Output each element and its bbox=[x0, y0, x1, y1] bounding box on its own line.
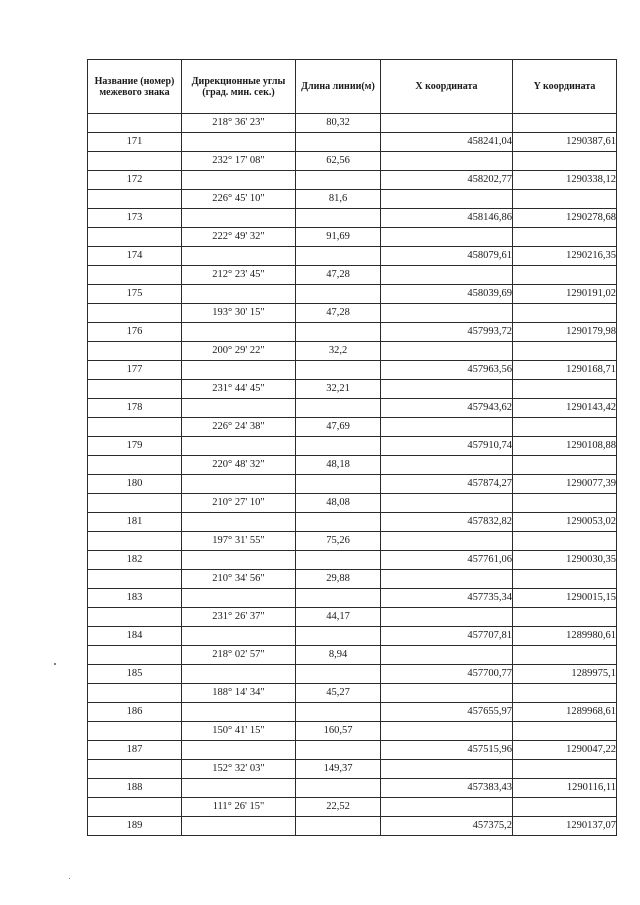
table-row bbox=[88, 665, 617, 684]
cell-line-length: 45,27 bbox=[296, 684, 381, 703]
cell-x-coordinate bbox=[381, 494, 513, 513]
cell-direction-angle bbox=[182, 741, 296, 760]
cell-mark-name bbox=[88, 494, 182, 513]
header-mark-name: Название (номер) межевого знака bbox=[88, 60, 182, 114]
table-row bbox=[88, 551, 617, 570]
cell-direction-angle bbox=[182, 475, 296, 494]
table-row bbox=[88, 399, 617, 418]
cell-x-coordinate: 457735,34 bbox=[381, 589, 513, 608]
table-row bbox=[88, 437, 617, 456]
cell-y-coordinate: 1290137,07 bbox=[513, 817, 617, 836]
cell-y-coordinate: 1290387,61 bbox=[513, 133, 617, 152]
cell-direction-angle bbox=[182, 361, 296, 380]
cell-x-coordinate: 457655,97 bbox=[381, 703, 513, 722]
table-row bbox=[88, 513, 617, 532]
cell-y-coordinate: 1290030,35 bbox=[513, 551, 617, 570]
cell-x-coordinate: 458039,69 bbox=[381, 285, 513, 304]
cell-direction-angle: 111° 26' 15" bbox=[182, 798, 296, 817]
cell-mark-name bbox=[88, 456, 182, 475]
cell-x-coordinate bbox=[381, 760, 513, 779]
cell-direction-angle bbox=[182, 513, 296, 532]
cell-mark-name bbox=[88, 380, 182, 399]
cell-mark-name: 181 bbox=[88, 513, 182, 532]
cell-mark-name: 185 bbox=[88, 665, 182, 684]
cell-line-length bbox=[296, 209, 381, 228]
cell-mark-name: 180 bbox=[88, 475, 182, 494]
table-row bbox=[88, 817, 617, 836]
cell-x-coordinate bbox=[381, 342, 513, 361]
table-row bbox=[88, 532, 617, 551]
cell-y-coordinate bbox=[513, 342, 617, 361]
cell-line-length bbox=[296, 665, 381, 684]
table-row bbox=[88, 418, 617, 437]
cell-line-length: 47,28 bbox=[296, 266, 381, 285]
cell-y-coordinate: 1289975,1 bbox=[513, 665, 617, 684]
cell-mark-name bbox=[88, 342, 182, 361]
cell-direction-angle: 231° 26' 37" bbox=[182, 608, 296, 627]
cell-mark-name: 174 bbox=[88, 247, 182, 266]
cell-mark-name bbox=[88, 760, 182, 779]
cell-y-coordinate bbox=[513, 266, 617, 285]
cell-line-length: 91,69 bbox=[296, 228, 381, 247]
table-row bbox=[88, 266, 617, 285]
cell-x-coordinate bbox=[381, 304, 513, 323]
cell-line-length: 75,26 bbox=[296, 532, 381, 551]
cell-x-coordinate: 457375,2 bbox=[381, 817, 513, 836]
cell-x-coordinate bbox=[381, 608, 513, 627]
cell-x-coordinate bbox=[381, 114, 513, 133]
cell-mark-name: 188 bbox=[88, 779, 182, 798]
cell-mark-name bbox=[88, 722, 182, 741]
cell-y-coordinate bbox=[513, 608, 617, 627]
cell-line-length: 8,94 bbox=[296, 646, 381, 665]
cell-mark-name: 182 bbox=[88, 551, 182, 570]
table-row bbox=[88, 684, 617, 703]
cell-direction-angle: 220° 48' 32" bbox=[182, 456, 296, 475]
cell-x-coordinate: 457993,72 bbox=[381, 323, 513, 342]
table-row bbox=[88, 361, 617, 380]
cell-x-coordinate bbox=[381, 380, 513, 399]
cell-mark-name bbox=[88, 114, 182, 133]
cell-line-length bbox=[296, 703, 381, 722]
cell-y-coordinate bbox=[513, 798, 617, 817]
cell-x-coordinate bbox=[381, 152, 513, 171]
cell-line-length bbox=[296, 627, 381, 646]
cell-direction-angle bbox=[182, 779, 296, 798]
cell-direction-angle: 226° 24' 38" bbox=[182, 418, 296, 437]
table-row bbox=[88, 190, 617, 209]
cell-mark-name: 178 bbox=[88, 399, 182, 418]
cell-x-coordinate bbox=[381, 532, 513, 551]
cell-line-length: 32,2 bbox=[296, 342, 381, 361]
table-row bbox=[88, 760, 617, 779]
cell-x-coordinate: 457700,77 bbox=[381, 665, 513, 684]
cell-mark-name: 184 bbox=[88, 627, 182, 646]
cell-x-coordinate bbox=[381, 228, 513, 247]
cell-direction-angle: 188° 14' 34" bbox=[182, 684, 296, 703]
cell-direction-angle bbox=[182, 627, 296, 646]
cell-x-coordinate bbox=[381, 570, 513, 589]
cell-y-coordinate bbox=[513, 418, 617, 437]
cell-line-length bbox=[296, 475, 381, 494]
cell-line-length: 47,28 bbox=[296, 304, 381, 323]
cell-line-length: 47,69 bbox=[296, 418, 381, 437]
table-row bbox=[88, 285, 617, 304]
cell-line-length: 44,17 bbox=[296, 608, 381, 627]
cell-line-length: 22,52 bbox=[296, 798, 381, 817]
cell-y-coordinate: 1290108,88 bbox=[513, 437, 617, 456]
cell-y-coordinate bbox=[513, 190, 617, 209]
cell-y-coordinate bbox=[513, 152, 617, 171]
table-row bbox=[88, 323, 617, 342]
cell-line-length bbox=[296, 437, 381, 456]
table-row bbox=[88, 570, 617, 589]
cell-y-coordinate: 1290179,98 bbox=[513, 323, 617, 342]
cell-x-coordinate bbox=[381, 190, 513, 209]
cell-direction-angle bbox=[182, 323, 296, 342]
cell-mark-name: 177 bbox=[88, 361, 182, 380]
cell-direction-angle: 150° 41' 15" bbox=[182, 722, 296, 741]
cell-x-coordinate: 457707,81 bbox=[381, 627, 513, 646]
cell-y-coordinate bbox=[513, 494, 617, 513]
cell-line-length: 32,21 bbox=[296, 380, 381, 399]
table-row bbox=[88, 494, 617, 513]
cell-mark-name: 189 bbox=[88, 817, 182, 836]
boundary-coordinates-table bbox=[87, 59, 617, 836]
cell-mark-name bbox=[88, 684, 182, 703]
cell-mark-name: 187 bbox=[88, 741, 182, 760]
header-y-coordinate: Y координата bbox=[513, 60, 617, 114]
cell-line-length bbox=[296, 513, 381, 532]
cell-mark-name bbox=[88, 304, 182, 323]
cell-y-coordinate: 1290053,02 bbox=[513, 513, 617, 532]
header-direction-angle: Дирекционные углы (град. мин. сек.) bbox=[182, 60, 296, 114]
cell-y-coordinate: 1290168,71 bbox=[513, 361, 617, 380]
cell-mark-name bbox=[88, 418, 182, 437]
cell-y-coordinate bbox=[513, 684, 617, 703]
cell-x-coordinate: 457874,27 bbox=[381, 475, 513, 494]
table-row bbox=[88, 171, 617, 190]
cell-direction-angle: 152° 32' 03" bbox=[182, 760, 296, 779]
cell-line-length bbox=[296, 133, 381, 152]
table-row bbox=[88, 475, 617, 494]
table-row bbox=[88, 798, 617, 817]
cell-x-coordinate: 458202,77 bbox=[381, 171, 513, 190]
cell-y-coordinate bbox=[513, 722, 617, 741]
cell-y-coordinate: 1290116,11 bbox=[513, 779, 617, 798]
cell-mark-name: 186 bbox=[88, 703, 182, 722]
cell-direction-angle: 197° 31' 55" bbox=[182, 532, 296, 551]
cell-y-coordinate bbox=[513, 456, 617, 475]
cell-x-coordinate: 458241,04 bbox=[381, 133, 513, 152]
cell-line-length bbox=[296, 779, 381, 798]
cell-y-coordinate: 1290191,02 bbox=[513, 285, 617, 304]
table-row bbox=[88, 114, 617, 133]
table-row bbox=[88, 209, 617, 228]
cell-line-length: 160,57 bbox=[296, 722, 381, 741]
cell-line-length bbox=[296, 323, 381, 342]
scan-speck bbox=[69, 878, 70, 879]
cell-direction-angle: 218° 36' 23" bbox=[182, 114, 296, 133]
cell-y-coordinate: 1290077,39 bbox=[513, 475, 617, 494]
cell-direction-angle bbox=[182, 209, 296, 228]
cell-x-coordinate: 457910,74 bbox=[381, 437, 513, 456]
cell-y-coordinate: 1290338,12 bbox=[513, 171, 617, 190]
cell-mark-name bbox=[88, 570, 182, 589]
cell-direction-angle bbox=[182, 285, 296, 304]
cell-mark-name bbox=[88, 228, 182, 247]
table-row bbox=[88, 304, 617, 323]
cell-direction-angle: 210° 34' 56" bbox=[182, 570, 296, 589]
cell-x-coordinate bbox=[381, 798, 513, 817]
cell-line-length bbox=[296, 551, 381, 570]
cell-y-coordinate bbox=[513, 114, 617, 133]
cell-y-coordinate bbox=[513, 380, 617, 399]
cell-direction-angle bbox=[182, 551, 296, 570]
cell-x-coordinate bbox=[381, 646, 513, 665]
cell-mark-name: 171 bbox=[88, 133, 182, 152]
table-row bbox=[88, 646, 617, 665]
cell-y-coordinate: 1289968,61 bbox=[513, 703, 617, 722]
table-row bbox=[88, 152, 617, 171]
cell-mark-name: 183 bbox=[88, 589, 182, 608]
cell-y-coordinate: 1290015,15 bbox=[513, 589, 617, 608]
cell-direction-angle: 231° 44' 45" bbox=[182, 380, 296, 399]
cell-direction-angle: 222° 49' 32" bbox=[182, 228, 296, 247]
cell-y-coordinate bbox=[513, 570, 617, 589]
cell-mark-name: 179 bbox=[88, 437, 182, 456]
cell-mark-name: 175 bbox=[88, 285, 182, 304]
table-row bbox=[88, 608, 617, 627]
cell-y-coordinate: 1290143,42 bbox=[513, 399, 617, 418]
cell-direction-angle: 200° 29' 22" bbox=[182, 342, 296, 361]
cell-line-length: 81,6 bbox=[296, 190, 381, 209]
cell-mark-name bbox=[88, 608, 182, 627]
cell-line-length bbox=[296, 589, 381, 608]
cell-y-coordinate bbox=[513, 532, 617, 551]
cell-x-coordinate bbox=[381, 456, 513, 475]
cell-x-coordinate: 458079,61 bbox=[381, 247, 513, 266]
cell-mark-name: 172 bbox=[88, 171, 182, 190]
table-row bbox=[88, 741, 617, 760]
table-row bbox=[88, 703, 617, 722]
cell-direction-angle bbox=[182, 589, 296, 608]
cell-line-length: 62,56 bbox=[296, 152, 381, 171]
cell-x-coordinate: 457832,82 bbox=[381, 513, 513, 532]
cell-direction-angle bbox=[182, 171, 296, 190]
table-header-row bbox=[88, 60, 617, 114]
cell-direction-angle: 218° 02' 57" bbox=[182, 646, 296, 665]
cell-x-coordinate: 458146,86 bbox=[381, 209, 513, 228]
cell-direction-angle: 226° 45' 10" bbox=[182, 190, 296, 209]
scan-speck bbox=[54, 663, 56, 665]
cell-y-coordinate: 1290216,35 bbox=[513, 247, 617, 266]
table-row bbox=[88, 722, 617, 741]
cell-mark-name bbox=[88, 532, 182, 551]
cell-line-length bbox=[296, 361, 381, 380]
cell-y-coordinate bbox=[513, 304, 617, 323]
header-line-length: Длина линии(м) bbox=[296, 60, 381, 114]
cell-x-coordinate: 457943,62 bbox=[381, 399, 513, 418]
cell-direction-angle: 210° 27' 10" bbox=[182, 494, 296, 513]
cell-line-length bbox=[296, 171, 381, 190]
table-row bbox=[88, 133, 617, 152]
table-row bbox=[88, 779, 617, 798]
cell-x-coordinate: 457515,96 bbox=[381, 741, 513, 760]
cell-direction-angle bbox=[182, 817, 296, 836]
table-row bbox=[88, 627, 617, 646]
cell-mark-name bbox=[88, 190, 182, 209]
cell-direction-angle: 212° 23' 45" bbox=[182, 266, 296, 285]
cell-y-coordinate bbox=[513, 646, 617, 665]
cell-x-coordinate: 457963,56 bbox=[381, 361, 513, 380]
cell-line-length: 149,37 bbox=[296, 760, 381, 779]
cell-direction-angle bbox=[182, 665, 296, 684]
cell-mark-name: 176 bbox=[88, 323, 182, 342]
cell-y-coordinate: 1289980,61 bbox=[513, 627, 617, 646]
cell-line-length bbox=[296, 399, 381, 418]
cell-line-length: 80,32 bbox=[296, 114, 381, 133]
cell-mark-name: 173 bbox=[88, 209, 182, 228]
cell-line-length bbox=[296, 247, 381, 266]
cell-y-coordinate: 1290047,22 bbox=[513, 741, 617, 760]
table-row bbox=[88, 228, 617, 247]
cell-x-coordinate bbox=[381, 722, 513, 741]
cell-y-coordinate bbox=[513, 760, 617, 779]
cell-line-length: 48,18 bbox=[296, 456, 381, 475]
cell-x-coordinate bbox=[381, 266, 513, 285]
cell-x-coordinate: 457383,43 bbox=[381, 779, 513, 798]
cell-y-coordinate bbox=[513, 228, 617, 247]
cell-direction-angle bbox=[182, 437, 296, 456]
cell-x-coordinate bbox=[381, 684, 513, 703]
cell-x-coordinate bbox=[381, 418, 513, 437]
cell-direction-angle bbox=[182, 133, 296, 152]
table-row bbox=[88, 247, 617, 266]
table-row bbox=[88, 342, 617, 361]
cell-mark-name bbox=[88, 266, 182, 285]
cell-mark-name bbox=[88, 798, 182, 817]
cell-direction-angle bbox=[182, 247, 296, 266]
cell-line-length bbox=[296, 817, 381, 836]
header-x-coordinate: X координата bbox=[381, 60, 513, 114]
table-row bbox=[88, 589, 617, 608]
cell-line-length bbox=[296, 285, 381, 304]
cell-direction-angle: 193° 30' 15" bbox=[182, 304, 296, 323]
cell-line-length: 29,88 bbox=[296, 570, 381, 589]
cell-mark-name bbox=[88, 152, 182, 171]
cell-y-coordinate: 1290278,68 bbox=[513, 209, 617, 228]
table-row bbox=[88, 456, 617, 475]
cell-direction-angle: 232° 17' 08" bbox=[182, 152, 296, 171]
cell-line-length: 48,08 bbox=[296, 494, 381, 513]
cell-mark-name bbox=[88, 646, 182, 665]
cell-direction-angle bbox=[182, 703, 296, 722]
cell-direction-angle bbox=[182, 399, 296, 418]
cell-line-length bbox=[296, 741, 381, 760]
table-row bbox=[88, 380, 617, 399]
cell-x-coordinate: 457761,06 bbox=[381, 551, 513, 570]
table-body bbox=[88, 114, 617, 836]
